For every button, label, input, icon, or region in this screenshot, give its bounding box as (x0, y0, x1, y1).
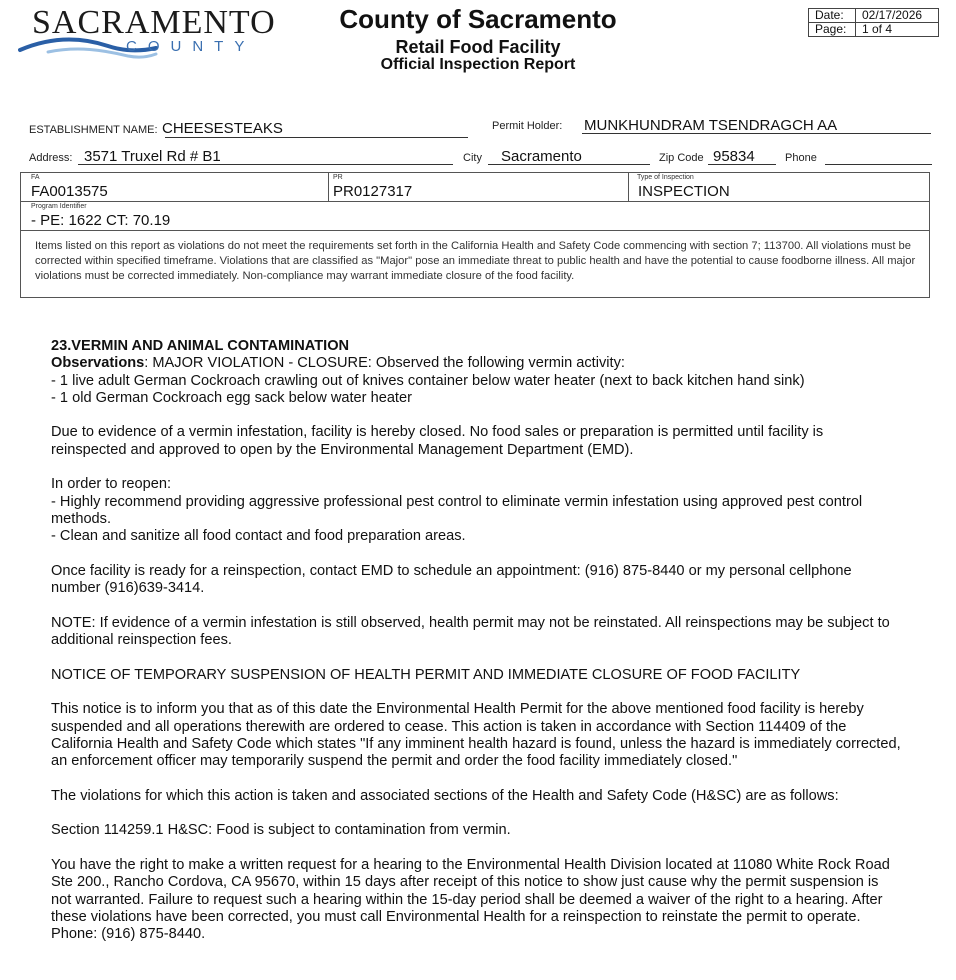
reopen-item: - Clean and sanitize all food contact and food preparation areas. (51, 528, 466, 545)
city-underline (488, 164, 650, 165)
program-row (21, 202, 929, 231)
ids-row (21, 173, 929, 202)
logo-wordmark: SACRAMENTO (32, 4, 276, 41)
observation-item: - 1 live adult German Cockroach crawling out of knives container below water heater (next to back kitchen hand sink) (51, 372, 805, 389)
city-label: City (463, 152, 482, 164)
inspection-type-label: Type of Inspection (637, 174, 694, 181)
reopen-item: - Highly recommend providing aggressive professional pest control to eliminate vermin infestation using approved pest control methods. (51, 493, 863, 527)
phone-underline (825, 164, 932, 165)
address-label: Address: (29, 152, 73, 164)
phone-label: Phone (785, 152, 817, 164)
violation-section (51, 338, 901, 961)
permit-holder-label: Permit Holder: (492, 120, 563, 132)
date-label: Date: (809, 9, 856, 23)
hearing-rights-text: You have the right to make a written request for a hearing to the Environmental Health Division located at 11080 White Rock Road Ste 200., Rancho Cordova, CA 95670, within 15 days after receipt of this notice to show just cause why the permit suspension is not warranted. Failure to request such a hearing within the 15-day period shall be deemed a waiver of the right to a hearing. After these violations have been corrected, you must call Environmental Health for a reinspection to reinstate the permit to operate. Phone: (916) 875-8440. (51, 856, 890, 943)
establishment-value: CHEESESTEAKS (162, 120, 283, 137)
page-value: 1 of 4 (856, 23, 939, 37)
observations-label: Observations (51, 355, 145, 372)
zip-value: 95834 (713, 148, 755, 165)
zip-underline (708, 164, 776, 165)
zip-label: Zip Code (659, 152, 704, 164)
violations-intro: The violations for which this action is taken and associated sections of the Health and Safety Code (H&SC) are as follows: (51, 787, 839, 804)
establishment-underline (165, 137, 468, 138)
page-label: Page: (809, 23, 856, 37)
contact-text: Once facility is ready for a reinspection, contact EMD to schedule an appointment: (916) 875-8440 or my personal cellphone number (916)639-3414. (51, 562, 852, 597)
date-page-box (808, 8, 939, 37)
logo-county-text: COUNTY (126, 38, 256, 55)
address-underline (78, 164, 453, 165)
observation-item: - 1 old German Cockroach egg sack below water heater (51, 389, 412, 406)
fa-label: FA (31, 174, 40, 181)
column-divider (628, 173, 629, 201)
suspension-heading: NOTICE OF TEMPORARY SUSPENSION OF HEALTH PERMIT AND IMMEDIATE CLOSURE OF FOOD FACILITY (51, 666, 801, 683)
observations-line (51, 355, 901, 372)
observations-text: : MAJOR VIOLATION - CLOSURE: Observed the following vermin activity: (144, 355, 625, 372)
city-value: Sacramento (501, 148, 582, 165)
fa-value: FA0013575 (31, 183, 108, 200)
code-section: Section 114259.1 H&SC: Food is subject to contamination from vermin. (51, 822, 511, 839)
program-identifier-value: - PE: 1622 CT: 70.19 (31, 212, 171, 229)
program-identifier-label: Program Identifier (31, 203, 87, 210)
address-value: 3571 Truxel Rd # B1 (84, 148, 221, 165)
reopen-heading: In order to reopen: (51, 476, 172, 493)
column-divider (328, 173, 329, 201)
violations-notice: Items listed on this report as violations do not meet the requirements set forth in the California Health and Safety Code commencing with section 7; 113700. All violations must be corrected within specified timeframe. Violations that are classified as "Major" pose an immediate threat to public health and have the potential to cause foodborne illness. All major violations must be corrected immediately. Non-compliance may warrant immediate closure of the food facility. (35, 240, 916, 282)
violation-heading: 23.VERMIN AND ANIMAL CONTAMINATION (51, 338, 350, 354)
pr-label: PR (333, 174, 343, 181)
inspection-type-value: INSPECTION (638, 183, 730, 200)
inspection-info-box (20, 172, 930, 298)
report-title: County of Sacramento (339, 4, 617, 34)
closure-text: Due to evidence of a vermin infestation, facility is hereby closed. No food sales or preparation is permitted until facility is reinspected and approved to open by the Environmental Management Department (EMD). (51, 424, 824, 458)
permit-holder-value: MUNKHUNDRAM TSENDRAGCH AA (584, 117, 838, 134)
permit-holder-underline (582, 133, 931, 134)
note-text: NOTE: If evidence of a vermin infestation is still observed, health permit may not be reinstated. All reinspections may be subject to additional reinspection fees. (51, 614, 890, 649)
pr-value: PR0127317 (333, 183, 413, 200)
date-value: 02/17/2026 (856, 9, 939, 23)
report-subtitle: Retail Food Facility (395, 37, 561, 57)
suspension-text: This notice is to inform you that as of this date the Environmental Health Permit for the above mentioned food facility is hereby suspended and all operations therewith are ordered to cease. This action is taken in accordance with Section 114409 of the California Health and Safety Code which states "If any imminent health hazard is found, unless the hazard is immediately corrected, an enforcement officer may temporarily suspend the permit and order the food facility immediately closed." (51, 701, 901, 770)
establishment-label: ESTABLISHMENT NAME: (29, 124, 158, 136)
report-type: Official Inspection Report (380, 56, 576, 73)
